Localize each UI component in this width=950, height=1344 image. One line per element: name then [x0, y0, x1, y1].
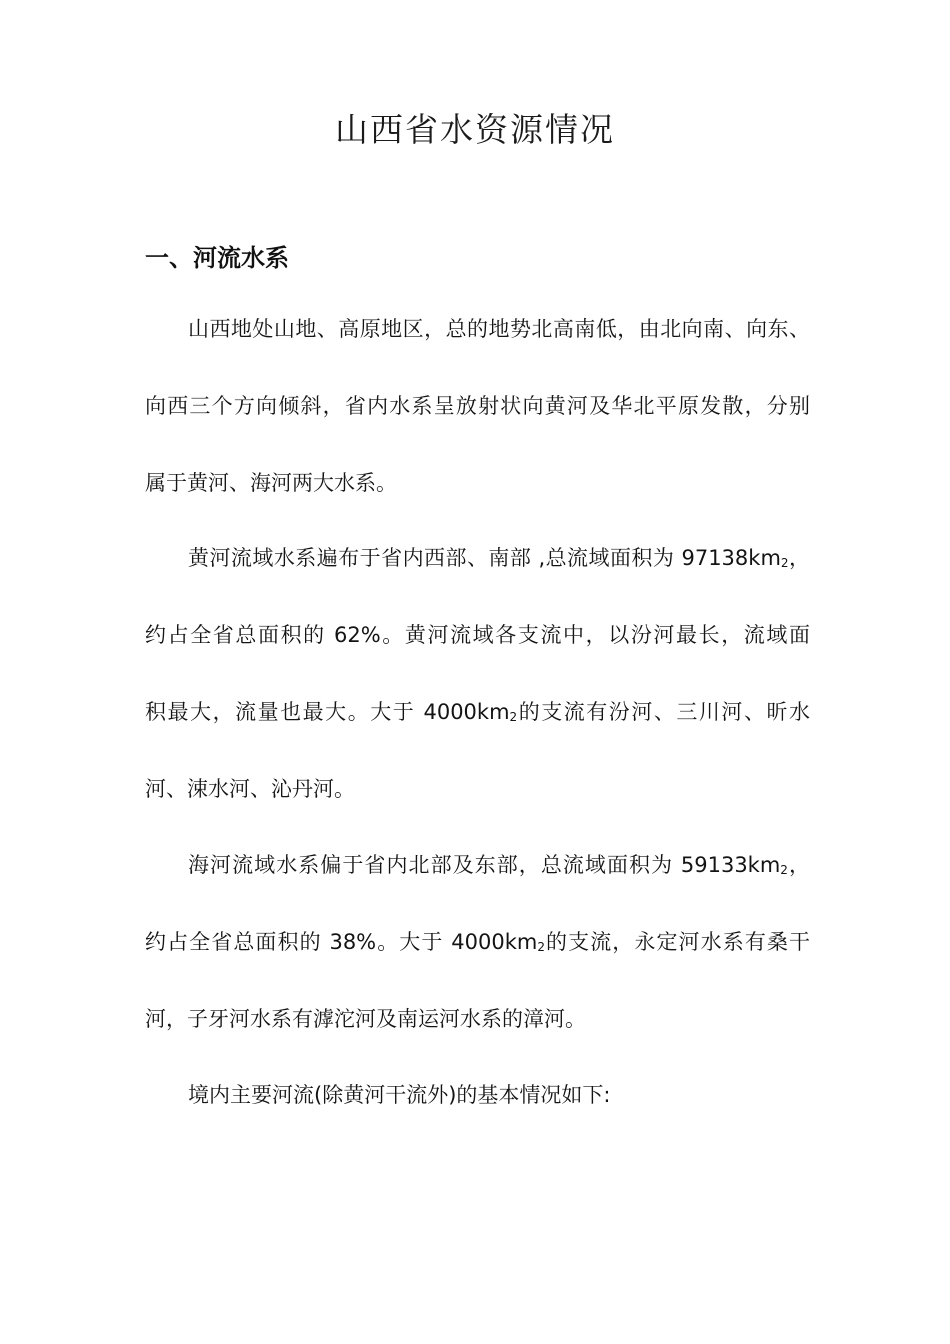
text-run: ，: [788, 546, 811, 570]
text-run: 积最大，流量也最大。大于 4000km: [145, 700, 510, 724]
paragraph-line: [145, 904, 810, 981]
text-run: 的支流，永定河水系有桑干: [544, 930, 810, 954]
paragraph-line: 向西三个方向倾斜，省内水系呈放射状向黄河及华北平原发散，分别: [145, 394, 810, 418]
paragraph-main-rivers-intro: [145, 1057, 810, 1134]
paragraph-yellow-river-basin: [145, 520, 810, 828]
paragraph-hai-river-basin: [145, 827, 810, 1058]
paragraph-line: [145, 520, 810, 597]
subscript: 2: [780, 863, 788, 877]
paragraph-line: 约占全省总面积的 62%。黄河流域各支流中，以汾河最长，流域面: [145, 623, 810, 647]
document-title: 山西省水资源情况: [335, 110, 615, 149]
text-run: 海河流域水系偏于省内北部及东部，总流域面积为 59133km: [188, 853, 781, 877]
text-run: 黄河流域水系遍布于省内西部、南部 ,总流域面积为 97138km: [188, 546, 781, 570]
paragraph-river-system-overview: [145, 291, 810, 522]
paragraph-line: 河，子牙河水系有滹沱河及南运河水系的漳河。: [145, 1007, 586, 1031]
text-run: ，: [787, 853, 810, 877]
paragraph-line: 河、涑水河、沁丹河。: [145, 777, 355, 801]
paragraph-line: 境内主要河流(除黄河干流外)的基本情况如下:: [188, 1083, 611, 1107]
paragraph-line: [145, 674, 810, 751]
subscript: 2: [537, 940, 545, 954]
section-heading: 一、河流水系: [145, 244, 289, 272]
paragraph-line: 属于黄河、海河两大水系。: [145, 471, 397, 495]
subscript: 2: [509, 710, 518, 724]
text-run: 的支流有汾河、三川河、昕水: [517, 700, 810, 724]
paragraph-line: [145, 827, 810, 904]
subscript: 2: [780, 556, 789, 570]
text-run: 约占全省总面积的 38%。大于 4000km: [145, 930, 538, 954]
paragraph-line: 山西地处山地、高原地区，总的地势北高南低，由北向南、向东、: [188, 317, 810, 341]
